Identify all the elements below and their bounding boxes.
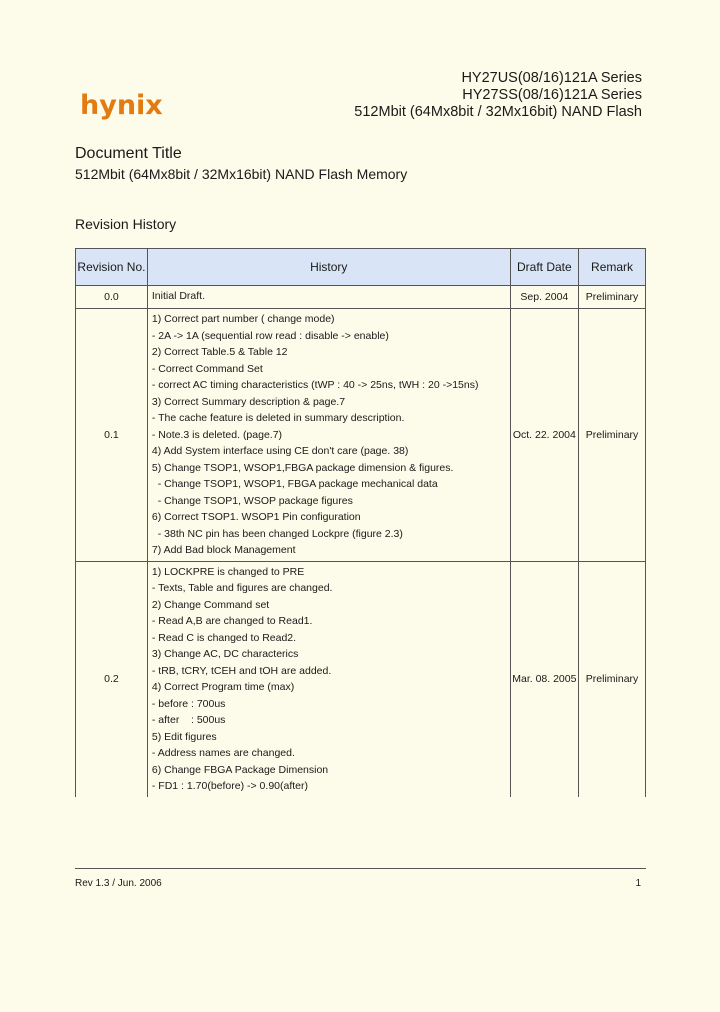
table-row	[76, 561, 646, 797]
history-line: 1) LOCKPRE is changed to PRE	[151, 565, 305, 578]
header-history: History	[147, 249, 510, 286]
history-cell	[147, 309, 510, 562]
footer-revision: Rev 1.3 / Jun. 2006	[75, 878, 162, 889]
history-line: - after : 500us	[151, 714, 226, 726]
document-title: Document Title	[75, 145, 182, 162]
history-line: 7) Add Bad block Management	[151, 544, 296, 556]
history-line: 2) Change Command set	[151, 598, 270, 611]
revision-cell: 0.1	[76, 309, 148, 562]
footer-divider	[75, 868, 646, 869]
history-line: 5) Edit figures	[151, 730, 217, 743]
history-line: - Correct Command Set	[151, 362, 263, 375]
history-line: 3) Change AC, DC characterics	[151, 648, 299, 660]
header-draft-date: Draft Date	[510, 249, 579, 286]
history-line: 1) Correct part number ( change mode)	[151, 313, 335, 325]
history-line: 3) Correct Summary description & page.7	[151, 395, 346, 408]
header-series-us: HY27US(08/16)121A Series	[461, 70, 642, 86]
revision-cell: 0.0	[76, 286, 148, 309]
history-line: - Read C is changed to Read2.	[151, 631, 297, 644]
history-line: - correct AC timing characteristics (tWP : 40 -> 25ns, tWH : 20 ->15ns)	[151, 379, 479, 391]
header-series-block	[354, 70, 642, 121]
draft-date-cell: Oct. 22. 2004	[510, 309, 579, 562]
history-cell	[147, 286, 510, 309]
hynix-logo: hynix	[80, 90, 163, 121]
header-revision-no: Revision No.	[76, 249, 148, 286]
header-product-line: 512Mbit (64Mx8bit / 32Mx16bit) NAND Flash	[354, 104, 642, 120]
remark-cell: Preliminary	[579, 309, 646, 562]
header-remark: Remark	[579, 249, 646, 286]
remark-cell: Preliminary	[579, 286, 646, 309]
revision-cell: 0.2	[76, 561, 148, 797]
history-line: Initial Draft.	[151, 290, 205, 302]
header-series-ss: HY27SS(08/16)121A Series	[462, 87, 642, 103]
draft-date-cell: Sep. 2004	[510, 286, 579, 309]
history-line: - FD1 : 1.70(before) -> 0.90(after)	[151, 780, 308, 792]
remark-cell: Preliminary	[579, 561, 646, 797]
revision-history-table	[75, 248, 646, 797]
revision-history-heading: Revision History	[75, 216, 177, 232]
history-line: - tRB, tCRY, tCEH and tOH are added.	[151, 664, 332, 677]
history-line: - Note.3 is deleted. (page.7)	[151, 428, 283, 441]
history-line: 6) Change FBGA Package Dimension	[151, 763, 329, 776]
history-line: - Read A,B are changed to Read1.	[151, 615, 313, 627]
history-line: - Address names are changed.	[151, 747, 295, 759]
history-line: - The cache feature is deleted in summary description.	[151, 412, 405, 424]
table-row	[76, 286, 646, 309]
history-line: 4) Add System interface using CE don't care (page. 38)	[151, 445, 409, 457]
history-line: - Change TSOP1, WSOP1, FBGA package mechanical data	[151, 478, 438, 490]
history-line: - Change TSOP1, WSOP package figures	[151, 494, 353, 507]
page-number: 1	[635, 878, 641, 889]
history-line: 4) Correct Program time (max)	[151, 681, 295, 693]
history-line: 6) Correct TSOP1. WSOP1 Pin configuration	[151, 511, 361, 523]
history-cell	[147, 561, 510, 797]
history-line: 2) Correct Table.5 & Table 12	[151, 346, 288, 358]
document-subtitle: 512Mbit (64Mx8bit / 32Mx16bit) NAND Flash Memory	[75, 166, 408, 182]
history-line: - 38th NC pin has been changed Lockpre (figure 2.3)	[151, 527, 403, 540]
history-line: - before : 700us	[151, 697, 226, 710]
history-line: 5) Change TSOP1, WSOP1,FBGA package dimension & figures.	[151, 461, 454, 474]
history-line: - 2A -> 1A (sequential row read : disable -> enable)	[151, 329, 389, 342]
table-row	[76, 309, 646, 562]
history-line: - Texts, Table and figures are changed.	[151, 582, 333, 594]
table-header-row	[76, 249, 646, 286]
draft-date-cell: Mar. 08. 2005	[510, 561, 579, 797]
